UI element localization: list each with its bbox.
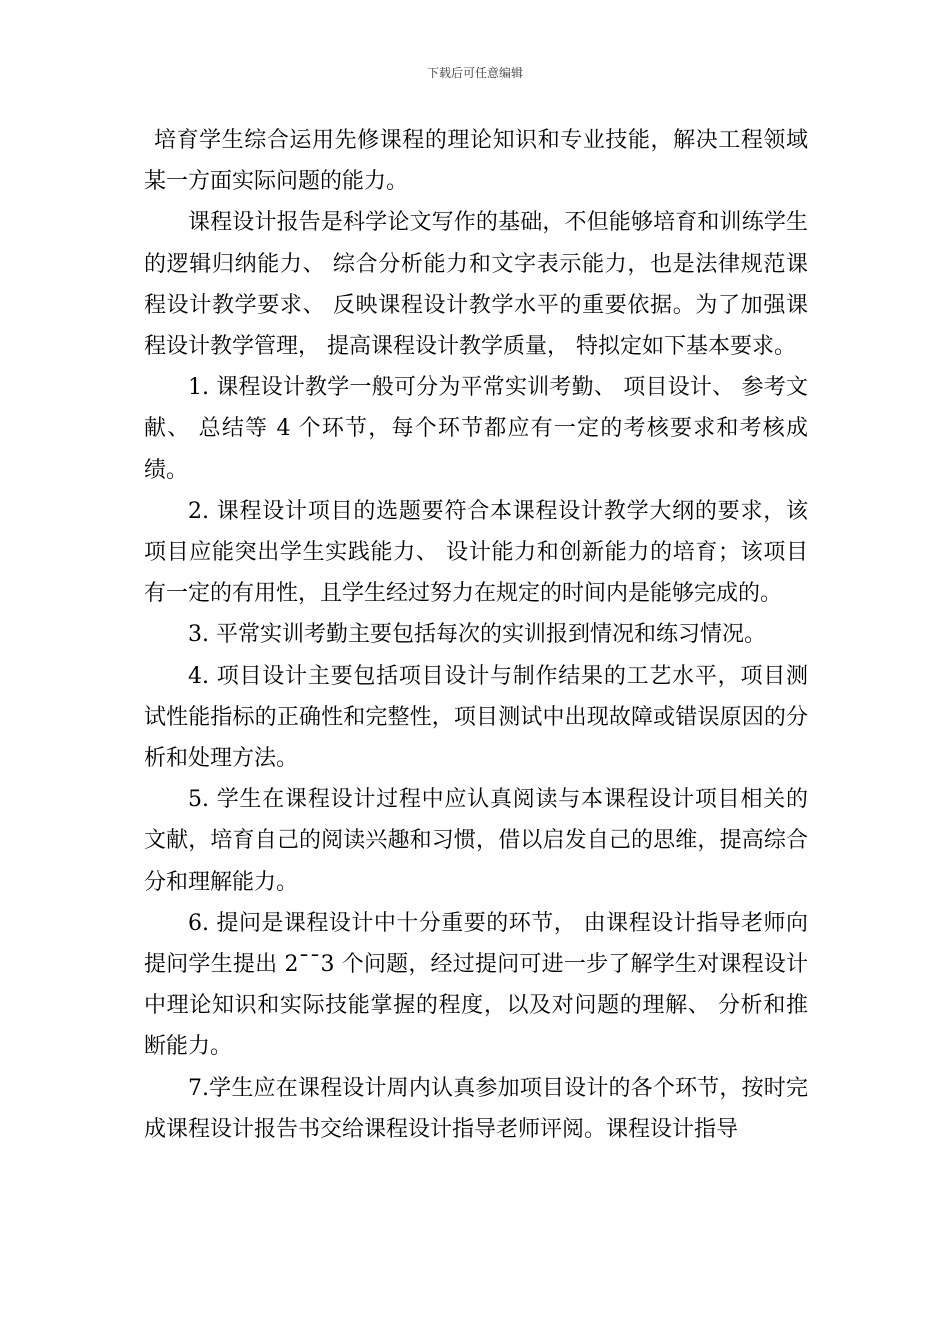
paragraph-report: 课程设计报告是科学论文写作的基础，不但能够培育和训练学生的逻辑归纳能力、 综合分析能力和文字表示能力，也是法律规范课程设计教学要求、 反映课程设计教学水平的重要依据。为了加强课程设计教学管理， 提高课程设计教学质量， 特拟定如下基本要求。 [144,210,808,360]
paragraph-item-2: 2. 课程设计项目的选题要符合本课程设计教学大纲的要求，该项目应能突出学生实践能力、 设计能力和创新能力的培育；该项目有一定的有用性，且学生经过努力在规定的时间内是能够完成的。 [144,498,808,607]
paragraph-item-4: 4. 项目设计主要包括项目设计与制作结果的工艺水平，项目测试性能指标的正确性和完整性，项目测试中出现故障或错误原因的分析和处理方法。 [144,663,808,772]
paragraph-item-6: 6. 提问是课程设计中十分重要的环节， 由课程设计指导老师向提问学生提出 2¯¯3 个问题，经过提问可进一步了解学生对课程设计中理论知识和实际技能掌握的程度，以及对问题的理解、 分析和推断能力。 [144,910,808,1060]
paragraph-intro: 培育学生综合运用先修课程的理论知识和专业技能，解决工程领域某一方面实际问题的能力。 [144,128,808,195]
paragraph-item-1: 1. 课程设计教学一般可分为平常实训考勤、 项目设计、 参考文献、 总结等 4 个环节，每个环节都应有一定的考核要求和考核成绩。 [144,375,808,483]
document-body [144,120,808,1150]
paragraph-item-3: 3. 平常实训考勤主要包括每次的实训报到情况和练习情况。 [188,622,766,648]
page-header: 下载后可任意编辑 [426,66,523,80]
paragraph-item-5: 5. 学生在课程设计过程中应认真阅读与本课程设计项目相关的文献，培育自己的阅读兴趣和习惯，借以启发自己的思维，提高综合分和理解能力。 [144,787,808,895]
paragraph-item-7: 7.学生应在课程设计周内认真参加项目设计的各个环节，按时完成课程设计报告书交给课程设计指导老师评阅。课程设计指导 [144,1075,808,1142]
